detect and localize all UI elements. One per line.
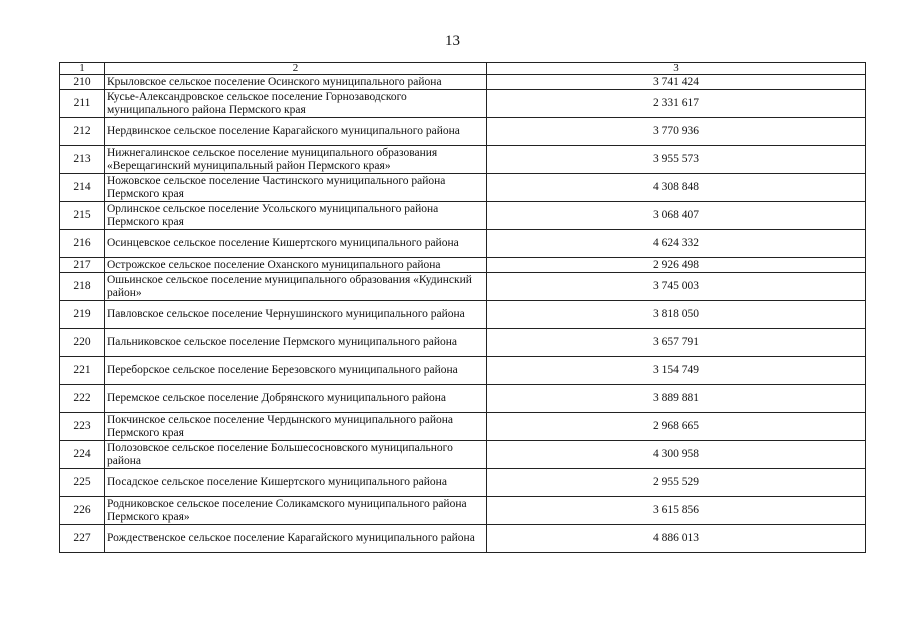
settlement-name: Орлинское сельское поселение Усольского муниципального района Пермского края: [105, 202, 487, 230]
amount-value: 3 818 050: [487, 301, 866, 329]
amount-value: 3 154 749: [487, 357, 866, 385]
row-number: 215: [60, 202, 105, 230]
amount-value: 3 770 936: [487, 118, 866, 146]
amount-value: 3 955 573: [487, 146, 866, 174]
settlement-name: Рождественское сельское поселение Карагайского муниципального района: [105, 525, 487, 553]
row-number: 214: [60, 174, 105, 202]
amount-value: 4 300 958: [487, 441, 866, 469]
row-number: 217: [60, 258, 105, 273]
settlement-name: Родниковское сельское поселение Соликамского муниципального района Пермского края»: [105, 497, 487, 525]
table-row: [60, 273, 866, 301]
row-number: 210: [60, 75, 105, 90]
settlement-name: Посадское сельское поселение Кишертского муниципального района: [105, 469, 487, 497]
row-number: 225: [60, 469, 105, 497]
table-row: [60, 525, 866, 553]
amount-value: 3 741 424: [487, 75, 866, 90]
settlement-name: Пальниковское сельское поселение Пермского муниципального района: [105, 329, 487, 357]
page-number: 13: [445, 33, 460, 49]
row-number: 219: [60, 301, 105, 329]
amount-value: 2 926 498: [487, 258, 866, 273]
table-row: [60, 413, 866, 441]
table-row: [60, 202, 866, 230]
row-number: 224: [60, 441, 105, 469]
table-row: [60, 230, 866, 258]
table-row: [60, 329, 866, 357]
settlement-name: Переборское сельское поселение Березовского муниципального района: [105, 357, 487, 385]
amount-value: 2 331 617: [487, 90, 866, 118]
row-number: 218: [60, 273, 105, 301]
row-number: 227: [60, 525, 105, 553]
amount-value: 2 968 665: [487, 413, 866, 441]
settlement-name: Крыловское сельское поселение Осинского муниципального района: [105, 75, 487, 90]
table-header-row: [60, 63, 866, 75]
row-number: 226: [60, 497, 105, 525]
amount-value: 3 657 791: [487, 329, 866, 357]
row-number: 213: [60, 146, 105, 174]
amount-value: 4 308 848: [487, 174, 866, 202]
settlement-name: Осинцевское сельское поселение Кишертского муниципального района: [105, 230, 487, 258]
column-header-number: 1: [60, 63, 105, 75]
row-number: 216: [60, 230, 105, 258]
settlement-name: Ножовское сельское поселение Частинского муниципального района Пермского края: [105, 174, 487, 202]
amount-value: 2 955 529: [487, 469, 866, 497]
settlement-name: Кусье-Александровское сельское поселение Горнозаводского муниципального района Пермского края: [105, 90, 487, 118]
settlement-name: Нердвинское сельское поселение Карагайского муниципального района: [105, 118, 487, 146]
settlement-name: Перемское сельское поселение Добрянского муниципального района: [105, 385, 487, 413]
row-number: 212: [60, 118, 105, 146]
table-row: [60, 357, 866, 385]
table-row: [60, 301, 866, 329]
table-row: [60, 75, 866, 90]
amount-value: 4 624 332: [487, 230, 866, 258]
table-row: [60, 146, 866, 174]
amount-value: 4 886 013: [487, 525, 866, 553]
row-number: 220: [60, 329, 105, 357]
table-row: [60, 174, 866, 202]
settlement-name: Покчинское сельское поселение Чердынского муниципального района Пермского края: [105, 413, 487, 441]
table-row: [60, 258, 866, 273]
table-row: [60, 90, 866, 118]
row-number: 211: [60, 90, 105, 118]
amount-value: 3 615 856: [487, 497, 866, 525]
allocation-table: [59, 62, 866, 553]
table-row: [60, 385, 866, 413]
settlement-name: Нижнегалинское сельское поселение муниципального образования «Верещагинский муниципальный район Пермского края»: [105, 146, 487, 174]
settlement-name: Ошьинское сельское поселение муниципального образования «Кудинский район»: [105, 273, 487, 301]
settlement-name: Павловское сельское поселение Чернушинского муниципального района: [105, 301, 487, 329]
column-header-name: 2: [105, 63, 487, 75]
amount-value: 3 745 003: [487, 273, 866, 301]
table-row: [60, 118, 866, 146]
settlement-name: Острожское сельское поселение Оханского муниципального района: [105, 258, 487, 273]
table-row: [60, 441, 866, 469]
row-number: 223: [60, 413, 105, 441]
amount-value: 3 068 407: [487, 202, 866, 230]
column-header-value: 3: [487, 63, 866, 75]
row-number: 222: [60, 385, 105, 413]
settlement-name: Полозовское сельское поселение Большесосновского муниципального района: [105, 441, 487, 469]
table-row: [60, 469, 866, 497]
table-row: [60, 497, 866, 525]
row-number: 221: [60, 357, 105, 385]
amount-value: 3 889 881: [487, 385, 866, 413]
